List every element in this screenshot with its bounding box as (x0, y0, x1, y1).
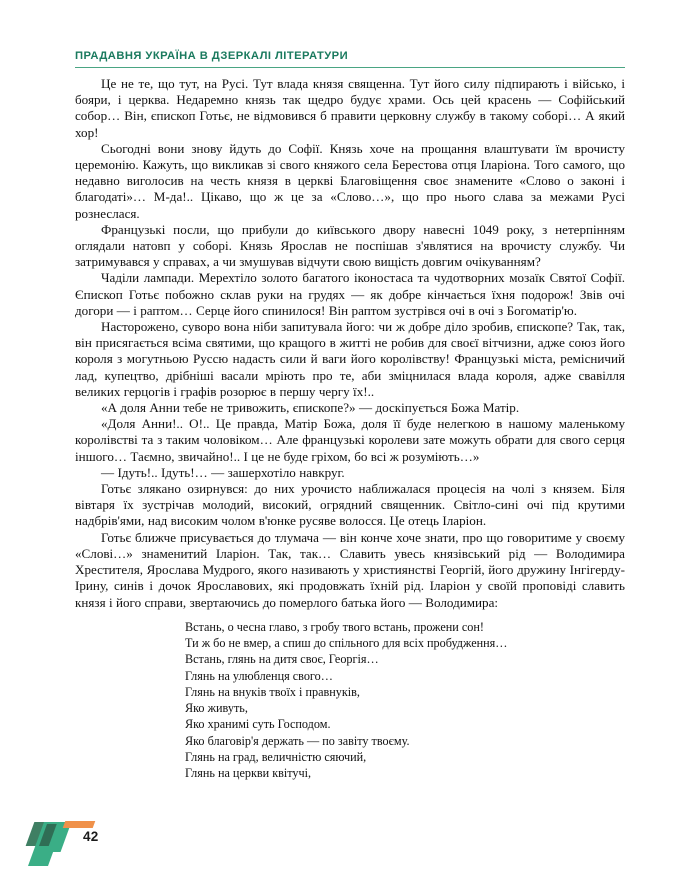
verse-line: Встань, глянь на дитя своє, Георгія… (185, 652, 379, 667)
verse-line: Яко хранимі суть Господом. (185, 717, 331, 732)
verse-line: Яко благовір'я держать — по завіту твоєму. (185, 733, 410, 748)
paragraph: — Ідуть!.. Ідуть!… — зашерхотіло навкруг. (101, 464, 345, 480)
paragraph: Чаділи лампади. Мерехтіло золото багатого іконостаса та чудотворних мозаїк Святої Софії. Єпископ Готьє побожно склав руки на грудях — як добре кінчається їхня подорож! Звів очі догори — і раптом… Серце його спинилося! Він раптом зустрівся очі в очі з Богоматір'ю. (75, 270, 625, 318)
page-number: 42 (83, 829, 99, 844)
verse-line: Глянь на внуків твоїх і правнуків, (185, 684, 360, 699)
paragraph: «А доля Анни тебе не тривожить, єпископе?» — доскіпується Божа Матір. (101, 400, 520, 416)
verse-line: Глянь на церкви квітучі, (185, 766, 312, 781)
verse-line: Ти ж бо не вмер, а спиш до спільного для всіх пробудження… (185, 636, 508, 650)
verse-line: Глянь на улюбленця свого… (185, 668, 333, 683)
page-footer (0, 810, 695, 894)
verse-line: Яко живуть, (185, 701, 248, 716)
paragraph: Це не те, що тут, на Русі. Тут влада князя священна. Тут його силу підпирають і військо, і бояри, і церква. Недаремно князь так щедро будує храми. Ось цей красень — Софійський собор… Він, єпископ Готьє, не відмовився б правити церковну службу в такому соборі… А який хор! (75, 76, 625, 140)
running-head-title: ПРАДАВНЯ УКРАЇНА В ДЗЕРКАЛІ ЛІТЕРАТУРИ (75, 50, 349, 62)
verse-line: Глянь на град, величністю сяючий, (185, 750, 367, 765)
paragraph: Французькі посли, що прибули до київського двору навесні 1049 року, з нетерпінням оглядали натовп у соборі. Князь Ярослав не поспішав з'являтися на врочисту службу. Чи затримувався у справах, а чи змушував відчути свою вищість довгим очікуванням? (75, 221, 625, 270)
verse-line: Встань, о чесна главо, з гробу твого встань, прожени сон! (185, 619, 484, 634)
paragraph: Насторожено, суворо вона ніби запитувала його: чи ж добре діло зробив, єпископе? Так, так, він присягається всіма святими, що кращого в житті не робив для своєї вітчизни, адже союз його короля з могутньою Руссю надасть сили й ваги його королівству! Французькі міста, ремісничий лад, купецтво, дрібніші васали мріють про те, аби зміцнилася влада короля, адже свавілля великих герцогів і графів розорює в першу чергу їх!.. (75, 319, 625, 399)
body-text-column (75, 76, 625, 782)
paragraph: Готьє злякано озирнувся: до них урочисто наближалася процесія на чолі з князем. Біля вівтаря їх зустрічав молодий, високий, огрядний священник. Світло-сині очі під крутими надбрів'ями, над високим чолом в'юнке русяве волосся. Це отець Іларіон. (75, 481, 625, 529)
running-head-divider (75, 67, 625, 68)
running-head (75, 50, 625, 68)
paragraph: «Доля Анни!.. О!.. Це правда, Матір Божа, доля її буде нелегкою в нашому маленькому королівстві та з таким чоловіком… Але французькі королеви зате можуть обрати для свого серця іншого… Таємно, звичайно!.. І це не буде гріхом, бо всі ж розуміють…» (75, 416, 625, 464)
paragraph: Готьє ближче присувається до тлумача — він конче хоче знати, про що говоритиме у своєму «Слові…» знаменитий Іларіон. Так, так… Славить увесь князівський рід — Володимира Хрестителя, Ярослава Мудрого, якого називають у християнстві Георгій, його дружину Інгігерду-Ірину, синів і дочок Ярославових, які продовжать їхній рід. Іларіон у своїй проповіді славить князя і його справи, звертаючись до померлого батька його — Володимира: (75, 529, 625, 610)
paragraph: Сьогодні вони знову йдуть до Софії. Князь хоче на прощання влаштувати їм врочисту церемонію. Кажуть, що викликав зі свого княжого села Берестова отця Іларіона. Того самого, що недавно виголосив на честь князя в церкві Благовіщення своє знамените «Слово о законі і благодаті»… М-да!.. Цікаво, що ж це за «Слово…», що про нього слава за межами Русі рознеслася. (75, 140, 625, 221)
logo-shape-orange-bar (63, 821, 96, 828)
verse-quotation (75, 619, 625, 782)
